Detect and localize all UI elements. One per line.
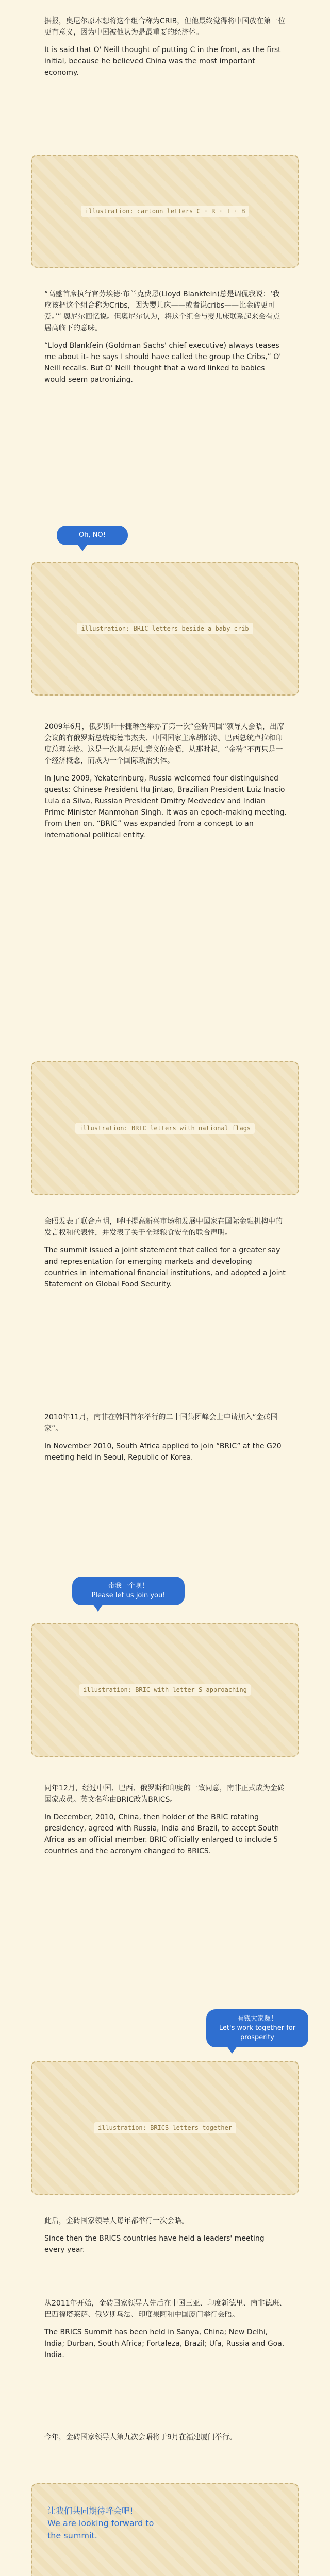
- south-africa-join-zh: 同年12月，经过中国、巴西、俄罗斯和印度的一致同意，南非正式成为金砖国家成员。英文名称由BRIC改为BRICS。: [44, 1784, 285, 1804]
- xiamen-zh: 今年，金砖国家领导人第九次会晤将于9月在福建厦门举行。: [44, 2433, 237, 2442]
- hosts-en: The BRICS Summit has been held in Sanya, China; New Delhi, India; Durban, South Africa; Fortaleza, Brazil; Ufa, Russia and Goa, India.: [44, 2328, 285, 2359]
- joint-statement-en: The summit issued a joint statement that called for a greater say and representation for emerging markets and developing countries in international financial institutions, and adopted a Joint Statement on Global Food Security.: [44, 1246, 286, 1289]
- bric-flags-placeholder: illustration: BRIC letters with national flags: [75, 1123, 255, 1134]
- intro-block: [44, 15, 287, 84]
- oh-no-bubble: [57, 526, 128, 545]
- bric-s-illustration: [31, 1623, 299, 1757]
- blankfein-block: [44, 289, 287, 392]
- first-summit-zh: 2009年6月，俄罗斯叶卡捷琳堡举办了第一次“金砖四国”领导人会晤，出席会议的有俄罗斯总统梅德韦杰夫、中国国家主席胡锦涛、巴西总统卢拉和印度总理辛格。这是一次具有历史意义的会晤，从那时起，“金砖”不再只是一个经济概念，而成为一个国际政治实体。: [44, 723, 285, 765]
- blankfein-en: “Lloyd Blankfein (Goldman Sachs' chief executive) always teases me about it- he says I should have called the group the Cribs,” O' Neill recalls. But O' Neill thought that a word linked to babies would seem patronizing.: [44, 342, 282, 384]
- closing-zh: 让我们共同期待峰会吧!: [47, 2506, 134, 2516]
- welcome-zh: 有钱大家赚！: [237, 2015, 277, 2023]
- welcome-en: Let's work together for prosperity: [219, 2024, 296, 2041]
- annual-meeting-zh: 此后，金砖国家领导人每年都举行一次会晤。: [44, 2217, 189, 2225]
- south-africa-join-en: In December, 2010, China, then holder of the BRIC rotating presidency, agreed with Russia, India and Brazil, to accept South Africa as an official member. BRIC officially enlarged to include 5 countries and the acronym changed to BRICS.: [44, 1813, 279, 1855]
- bric-crib-placeholder: illustration: BRIC letters beside a baby crib: [77, 623, 253, 634]
- annual-meeting-block: [44, 2215, 287, 2262]
- hosts-block: [44, 2298, 287, 2367]
- south-africa-apply-zh: 2010年11月，南非在韩国首尔举行的二十国集团峰会上申请加入“金砖国家”。: [44, 1413, 278, 1433]
- xiamen-block: [44, 2432, 287, 2449]
- annual-meeting-en: Since then the BRICS countries have held a leaders' meeting every year.: [44, 2234, 265, 2254]
- oh-no-text: Oh, NO!: [79, 531, 106, 539]
- bric-crib-illustration: [31, 562, 299, 696]
- join-us-en: Please let us join you!: [91, 1591, 166, 1599]
- welcome-bubble: [206, 2009, 308, 2047]
- intro-zh: 据报，奥尼尔原本想将这个组合称为CRIB，但他最终觉得将中国放在第一位更有意义，因为中国被他认为是最重要的经济体。: [44, 17, 286, 37]
- first-summit-block: [44, 721, 287, 847]
- blankfein-zh: “高盛首席执行官劳埃德·布兰克费恩(Lloyd Blankfein)总是调侃我说：‘我应该把这个组合称为Cribs，因为婴儿床——或者说cribs——比金砖更可爱。’” 奥尼尔回忆说。但奥尼尔认为，将这个组合与婴儿床联系起来会有点居高临下的意味。: [44, 290, 280, 332]
- south-africa-apply-block: [44, 1412, 287, 1469]
- intro-en: It is said that O' Neill thought of putting C in the front, as the first initial, because he believed China was the most important economy.: [44, 46, 281, 77]
- crib-letters-illustration: [31, 155, 299, 268]
- brics-illustration: [31, 2061, 299, 2195]
- closing-text: [47, 2505, 161, 2542]
- joint-statement-zh: 会晤发表了联合声明，呼吁提高新兴市场和发展中国家在国际金融机构中的发言权和代表性，并发表了关于全球粮食安全的联合声明。: [44, 1217, 283, 1237]
- first-summit-en: In June 2009, Yekaterinburg, Russia welcomed four distinguished guests: Chinese President Hu Jintao, Brazilian President Luiz Inacio Lula da Silva, Russian President Dmitry Medvedev and Indian Prime Minister Manmohan Singh. It was an epoch-making meeting. From then on, “BRIC” was expanded from a concept to an international political entity.: [44, 774, 287, 839]
- closing-en: We are looking forward to the summit.: [47, 2518, 154, 2540]
- south-africa-join-block: [44, 1783, 287, 1863]
- bric-s-placeholder: illustration: BRIC with letter S approaching: [79, 1684, 251, 1696]
- south-africa-apply-en: In November 2010, South Africa applied to join “BRIC” at the G20 meeting held in Seoul, Republic of Korea.: [44, 1442, 282, 1462]
- hosts-zh: 从2011年开始，金砖国家领导人先后在中国三亚、印度新德里、南非德班、巴西福塔莱萨、俄罗斯乌法、印度果阿和中国厦门举行会晤。: [44, 2299, 287, 2319]
- joint-statement-block: [44, 1216, 287, 1296]
- closing-inner: [32, 2505, 298, 2576]
- join-us-bubble: [72, 1577, 185, 1605]
- join-us-zh: 带我一个呗！: [108, 1582, 148, 1590]
- crib-illustration-placeholder: illustration: cartoon letters C · R · I · B: [81, 206, 250, 217]
- bric-flags-illustration: [31, 1061, 299, 1195]
- brics-placeholder: illustration: BRICS letters together: [94, 2122, 236, 2133]
- closing-illustration: [31, 2483, 299, 2576]
